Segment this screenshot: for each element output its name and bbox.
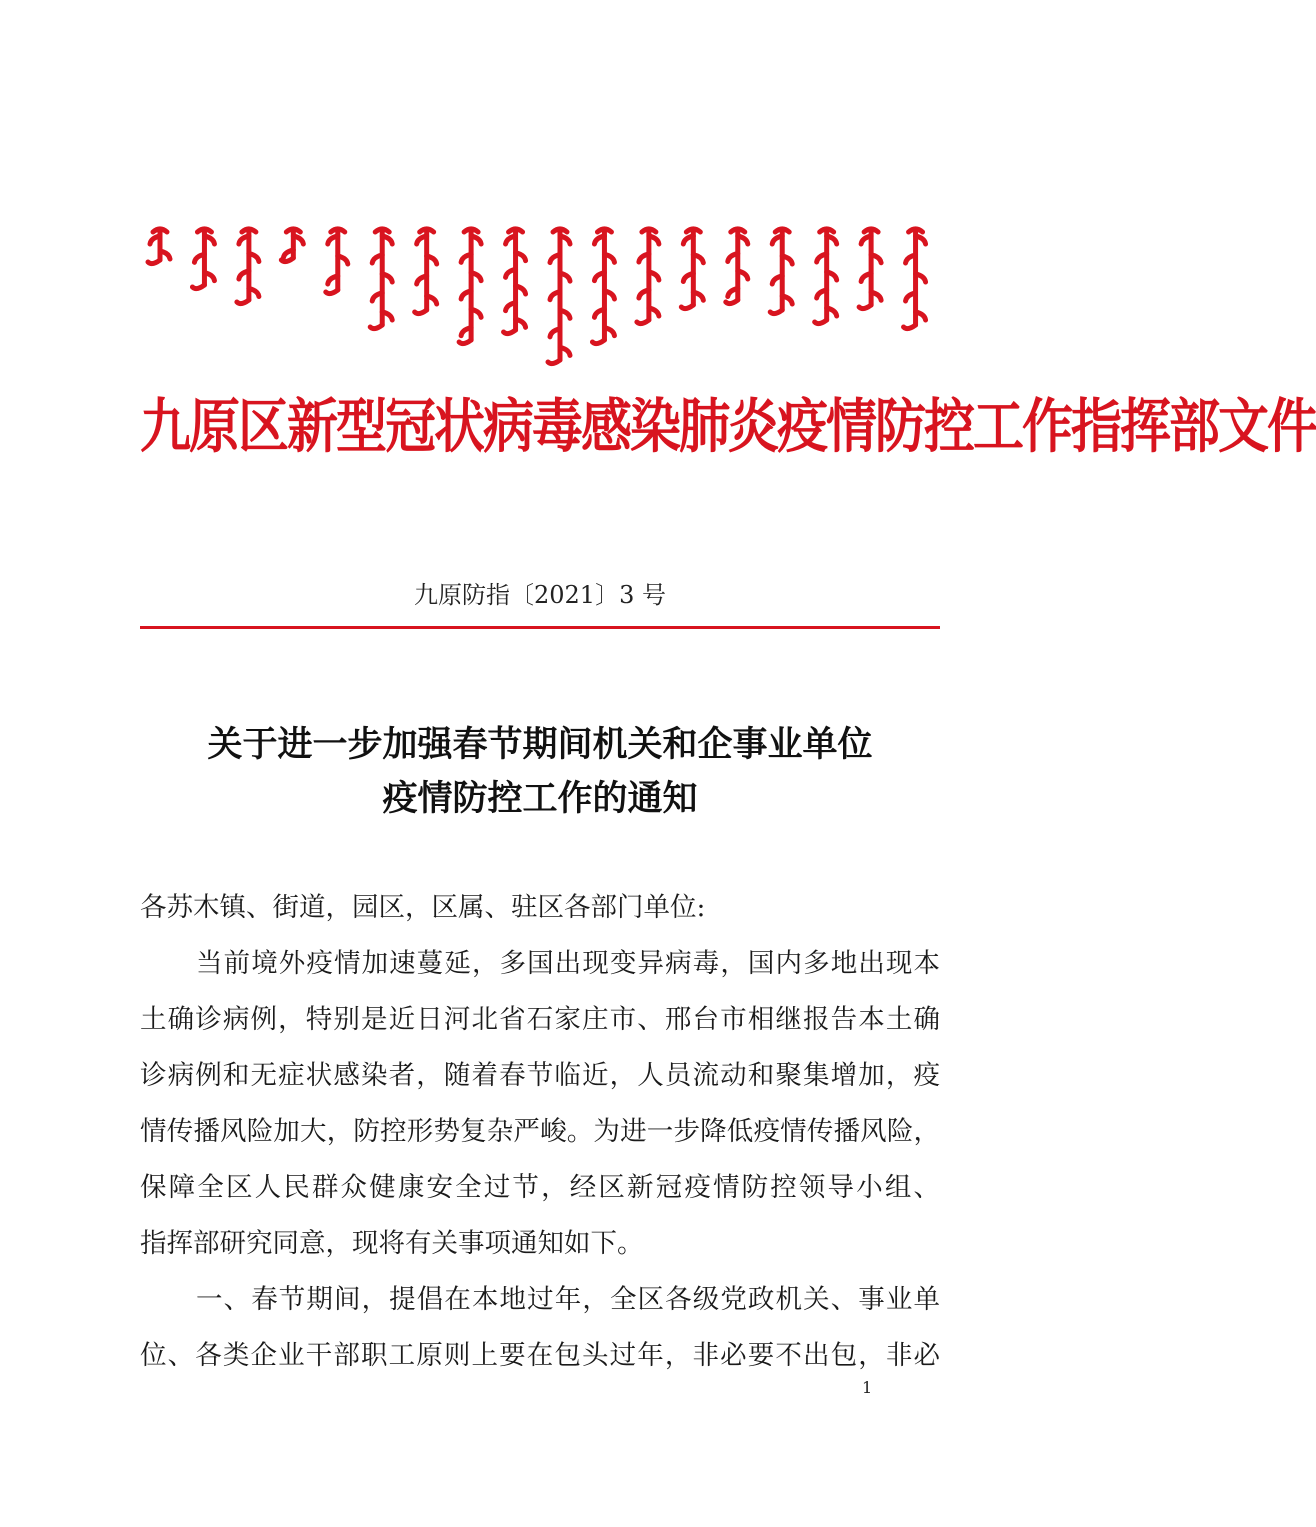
issuing-organization-title: 九原区新型冠状病毒感染肺炎疫情防控工作指挥部文件	[140, 393, 1316, 462]
mongolian-glyph-column	[370, 229, 392, 329]
mongolian-glyph-column	[459, 229, 481, 344]
mongolian-glyph-column	[770, 229, 792, 314]
mongolian-script-emblem	[148, 222, 948, 362]
body-line: 保障全区人民群众健康安全过节，经区新冠疫情防控领导小组、	[140, 1172, 940, 1203]
notice-body	[140, 880, 940, 1384]
salutation: 各苏木镇、街道，园区，区属、驻区各部门单位:	[140, 892, 706, 923]
body-line: 指挥部研究同意，现将有关事项通知如下。	[140, 1228, 644, 1259]
notice-title-line-2: 疫情防控工作的通知	[382, 778, 698, 819]
mongolian-glyph-column	[815, 229, 837, 324]
body-line: 诊病例和无症状感染者，随着春节临近，人员流动和聚集增加，疫	[140, 1060, 940, 1091]
mongolian-glyph-column	[859, 229, 881, 309]
mongolian-glyph-column	[681, 229, 703, 309]
document-number: 九原防指〔2021〕3 号	[414, 581, 666, 609]
body-line: 情传播风险加大，防控形势复杂严峻。为进一步降低疫情传播风险，	[140, 1116, 940, 1147]
body-line: 位、各类企业干部职工原则上要在包头过年，非必要不出包，非必	[140, 1340, 940, 1371]
body-line: 一、春节期间，提倡在本地过年，全区各级党政机关、事业单	[196, 1284, 940, 1315]
mongolian-glyph-column	[592, 229, 614, 344]
mongolian-glyph-column	[504, 229, 526, 334]
mongolian-glyph-column	[415, 229, 437, 314]
notice-title	[140, 718, 940, 826]
mongolian-glyph-column	[281, 229, 303, 262]
body-line: 当前境外疫情加速蔓延，多国出现变异病毒，国内多地出现本	[196, 948, 940, 979]
body-line: 土确诊病例，特别是近日河北省石家庄市、邢台市相继报告本土确	[140, 1004, 940, 1035]
mongolian-glyph-column	[904, 229, 926, 329]
mongolian-glyph-column	[548, 229, 570, 364]
mongolian-glyph-column	[726, 229, 748, 304]
page-number: 1	[862, 1378, 873, 1397]
mongolian-glyph-column	[326, 229, 348, 294]
notice-title-line-1: 关于进一步加强春节期间机关和企事业单位	[207, 724, 873, 765]
mongolian-glyph-column	[237, 229, 259, 304]
mongolian-glyph-column	[148, 229, 170, 264]
red-divider-line	[140, 626, 940, 629]
mongolian-glyph-column	[637, 229, 659, 324]
mongolian-glyph-column	[192, 229, 214, 289]
